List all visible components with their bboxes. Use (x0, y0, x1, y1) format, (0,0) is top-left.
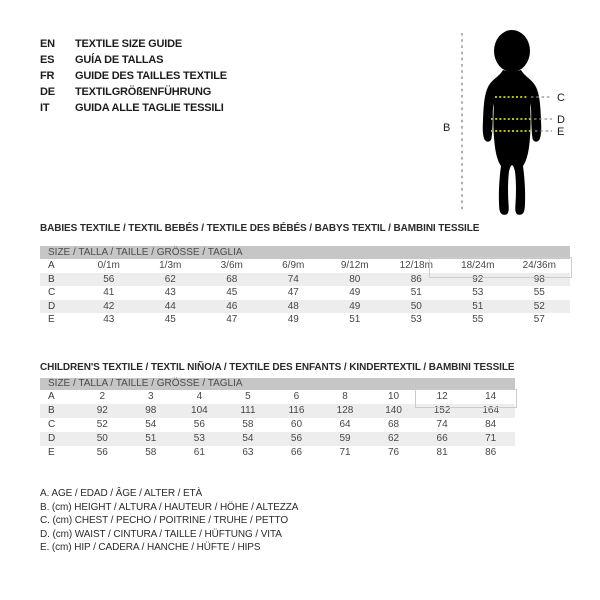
size-cell: 55 (472, 314, 484, 326)
language-code: EN (40, 38, 55, 50)
silhouette-body (483, 70, 541, 215)
table-row (40, 259, 570, 273)
size-cell: 62 (164, 273, 176, 285)
size-cell: 66 (290, 447, 303, 458)
size-cell: 56 (96, 447, 108, 458)
size-cell: 152 (433, 405, 451, 416)
size-cell: 51 (145, 433, 157, 444)
size-cell: 47 (226, 314, 238, 326)
size-cell: 46 (226, 300, 238, 312)
size-cell: 68 (226, 273, 238, 285)
size-cell: 51 (410, 287, 422, 299)
language-code: FR (40, 70, 55, 82)
size-cell: 54 (145, 419, 157, 430)
size-cell: 8 (342, 391, 348, 402)
language-code: IT (40, 102, 50, 114)
table-row (40, 273, 570, 287)
measurement-figure (440, 14, 600, 224)
size-cell: 53 (410, 314, 422, 326)
size-cell: 56 (193, 419, 205, 430)
language-list (40, 36, 227, 116)
size-cell: 59 (339, 433, 351, 444)
children-size-header: SIZE / TALLA / TAILLE / GRÖSSE / TAGLIA (40, 378, 515, 390)
size-cell: 2 (99, 391, 106, 402)
size-cell: 81 (436, 447, 448, 458)
size-cell: 47 (287, 287, 299, 299)
height-label: B (443, 122, 451, 134)
size-cell: 64 (339, 419, 351, 430)
waist-label: D (557, 114, 565, 126)
size-cell: 49 (287, 314, 299, 326)
size-cell: 50 (96, 433, 108, 444)
hip-label: E (557, 126, 565, 138)
size-cell: 18/24m (461, 260, 495, 271)
table-row (40, 300, 570, 314)
size-cell: 71 (485, 433, 497, 444)
size-cell: 66 (436, 433, 448, 444)
size-cell: 116 (288, 405, 305, 416)
size-cell: 9/12m (340, 260, 369, 271)
size-cell: 56 (290, 433, 303, 444)
language-code: ES (40, 54, 55, 66)
row-label: D (48, 300, 56, 312)
legend-line-age: A. AGE / EDAD / ÂGE / ALTER / ETÀ (40, 488, 203, 499)
size-cell: 86 (485, 447, 497, 458)
size-cell: 41 (103, 287, 115, 299)
size-cell: 92 (96, 405, 108, 416)
babies-size-table (40, 259, 570, 327)
language-code: DE (40, 86, 55, 98)
size-cell: 6 (293, 391, 300, 402)
children-section-title: CHILDREN'S TEXTILE / TEXTIL NIÑO/A / TEXTILE DES ENFANTS / KINDERTEXTIL / BAMBINI TESSILE (40, 362, 515, 373)
size-cell: 62 (387, 433, 400, 444)
size-cell: 104 (191, 405, 208, 416)
size-cell: 58 (145, 447, 157, 458)
size-cell: 52 (96, 419, 108, 430)
row-label: E (48, 447, 55, 458)
table-row (40, 390, 515, 404)
row-label: C (48, 287, 56, 299)
size-cell: 80 (349, 273, 361, 285)
size-cell: 58 (242, 419, 254, 430)
silhouette-head (494, 30, 530, 72)
table-row (40, 432, 515, 446)
size-cell: 42 (103, 300, 115, 312)
size-cell: 12 (436, 391, 448, 402)
row-label: A (48, 260, 55, 271)
size-cell: 84 (485, 419, 497, 430)
legend-line-chest: C. (cm) CHEST / PECHO / POITRINE / TRUHE / PETTO (40, 515, 289, 526)
size-cell: 54 (242, 433, 254, 444)
size-cell: 51 (472, 300, 484, 312)
legend-line-height: B. (cm) HEIGHT / ALTURA / HAUTEUR / HÖHE / ALTEZZA (40, 501, 299, 513)
measurement-legend (40, 487, 298, 555)
size-cell: 164 (482, 405, 500, 416)
size-cell: 43 (103, 314, 115, 326)
language-text: TEXTILE SIZE GUIDE (75, 38, 183, 50)
size-cell: 51 (349, 314, 361, 326)
size-cell: 98 (533, 273, 545, 285)
size-cell: 76 (387, 447, 400, 458)
size-cell: 57 (533, 314, 545, 326)
size-cell: 44 (164, 300, 176, 312)
size-cell: 53 (193, 433, 205, 444)
size-cell: 4 (196, 391, 203, 402)
legend-line-hip: E. (cm) HIP / CADERA / HANCHE / HÜFTE / HIPS (40, 542, 261, 553)
size-cell: 48 (287, 300, 299, 312)
size-cell: 71 (339, 447, 351, 458)
size-cell: 56 (103, 273, 115, 285)
size-cell: 92 (472, 273, 484, 285)
size-cell: 140 (385, 405, 402, 416)
table-row (40, 404, 515, 418)
language-text: GUIDE DES TAILLES TEXTILE (75, 70, 227, 82)
size-cell: 50 (410, 300, 422, 312)
size-cell: 1/3m (159, 260, 182, 271)
table-row (40, 418, 515, 432)
size-cell: 24/36m (522, 260, 556, 271)
size-cell: 6/9m (282, 260, 305, 271)
language-row (40, 52, 227, 68)
row-label: B (48, 405, 55, 416)
size-cell: 52 (533, 300, 545, 312)
size-cell: 12/18m (399, 260, 433, 271)
size-cell: 63 (242, 447, 254, 458)
children-size-table (40, 390, 515, 460)
table-row (40, 446, 515, 460)
size-cell: 86 (410, 273, 422, 285)
size-cell: 14 (485, 391, 497, 402)
size-cell: 61 (193, 447, 205, 458)
size-cell: 49 (349, 300, 361, 312)
size-cell: 45 (164, 314, 176, 326)
babies-table-body (40, 259, 570, 327)
size-cell: 0/1m (97, 260, 120, 271)
size-cell: 128 (336, 405, 354, 416)
babies-section-title: BABIES TEXTILE / TEXTIL BEBÉS / TEXTILE DES BÉBÉS / BABYS TEXTIL / BAMBINI TESSILE (40, 223, 480, 234)
babies-size-header: SIZE / TALLA / TAILLE / GRÖSSE / TAGLIA (40, 246, 570, 259)
size-cell: 5 (245, 391, 251, 402)
size-cell: 74 (287, 273, 299, 285)
size-cell: 53 (472, 287, 484, 299)
table-row (40, 286, 570, 300)
table-row (40, 313, 570, 327)
size-cell: 55 (533, 287, 545, 299)
size-cell: 43 (164, 287, 176, 299)
language-text: TEXTILGRÖßENFÜHRUNG (75, 86, 212, 98)
size-cell: 3 (148, 391, 154, 402)
row-label: E (48, 314, 55, 326)
row-label: A (48, 391, 55, 402)
children-table-body (40, 390, 515, 460)
child-silhouette-icon (440, 14, 600, 224)
language-row (40, 68, 227, 84)
size-cell: 49 (349, 287, 361, 299)
language-text: GUÍA DE TALLAS (75, 54, 164, 66)
size-cell: 68 (387, 419, 400, 430)
size-cell: 74 (436, 419, 448, 430)
row-label: D (48, 433, 56, 444)
language-row (40, 84, 227, 100)
size-cell: 111 (240, 405, 256, 416)
language-row (40, 100, 227, 116)
row-label: C (48, 419, 56, 430)
language-text: GUIDA ALLE TAGLIE TESSILI (75, 102, 224, 114)
size-cell: 3/6m (220, 260, 243, 271)
row-label: B (48, 273, 55, 285)
size-cell: 10 (387, 391, 400, 402)
size-cell: 98 (145, 405, 157, 416)
legend-line-waist: D. (cm) WAIST / CINTURA / TAILLE / HÜFTUNG / VITA (40, 528, 282, 540)
chest-label: C (557, 92, 565, 104)
language-row (40, 36, 227, 52)
size-cell: 60 (290, 419, 303, 430)
size-cell: 45 (226, 287, 238, 299)
